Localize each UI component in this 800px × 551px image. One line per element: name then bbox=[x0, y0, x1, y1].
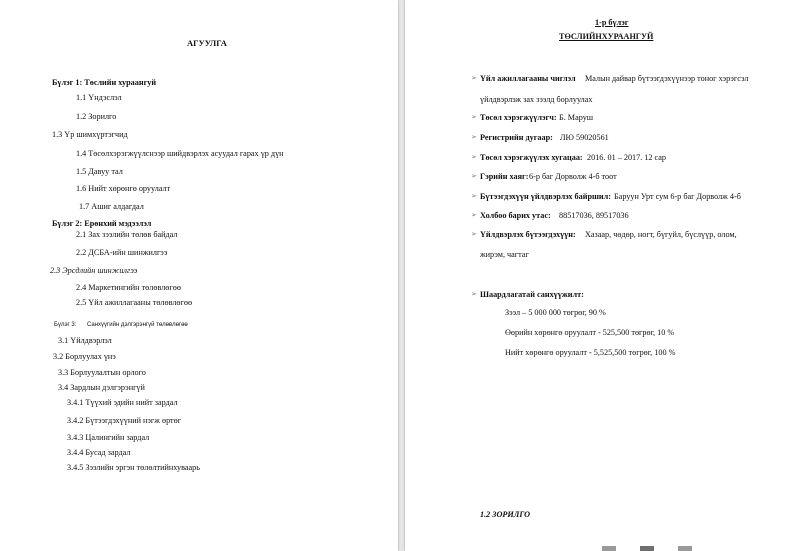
summary-heading: ТӨСЛИЙНХУРААНГУЙ bbox=[559, 32, 654, 41]
toc-item-3-4-1[interactable]: 3.4.1 Түүхий эдийн нийт зардал bbox=[67, 398, 178, 407]
toc-item-3-1[interactable]: 3.1 Үйлдвэрлэл bbox=[58, 336, 112, 345]
toc-item-1-2[interactable]: 1.2 Зорилго bbox=[76, 112, 117, 121]
toc-item-2-4[interactable]: 2.4 Маркетингийн төлөвлөгөө bbox=[76, 283, 181, 292]
bullet-icon: ➢ bbox=[471, 290, 477, 298]
activity-label: Үйл ажиллагааны чиглэл bbox=[480, 74, 576, 83]
view-switcher bbox=[600, 545, 800, 551]
activity-line-1: Малын дайвар бүтээгдэхүүнээр тоног хэрэгсэл bbox=[585, 74, 749, 83]
print-layout-button[interactable] bbox=[640, 546, 654, 551]
toc-chapter-3-label[interactable]: Бүлэг 3: bbox=[54, 322, 77, 328]
regno-value: ЛЮ 59020561 bbox=[560, 133, 609, 142]
activity-line-2: үйлдвэрлэж зах зээлд борлуулах bbox=[480, 95, 593, 104]
chapter-label: 1-р бүлэг bbox=[595, 18, 629, 27]
toc-chapter-2[interactable]: Бүлэг 2: Ерөнхий мэдээлэл bbox=[52, 219, 152, 228]
bullet-icon: ➢ bbox=[471, 74, 477, 82]
toc-item-1-5[interactable]: 1.5 Давуу тал bbox=[76, 167, 123, 176]
bullet-icon: ➢ bbox=[471, 172, 477, 180]
loan-value: Зээл – 5 000 000 төгрөг, 90 % bbox=[505, 308, 606, 317]
toc-chapter-3-title[interactable]: Санхүүгийн дэлгэрэнгүй төлөвлөгөө bbox=[87, 322, 188, 328]
duration-value: 2016. 01 – 2017. 12 сар bbox=[587, 153, 667, 162]
bullet-icon: ➢ bbox=[471, 153, 477, 161]
implementer-label: Төсөл хэрэгжүүлэгч: bbox=[480, 113, 557, 122]
goal-heading: 1.2 ЗОРИЛГО bbox=[480, 510, 531, 519]
summary-page bbox=[405, 0, 800, 551]
products-label: Үйлдвэрлэх бүтээгдэхүүн: bbox=[480, 230, 576, 239]
toc-item-3-3[interactable]: 3.3 Борлуулалтын орлого bbox=[58, 368, 146, 377]
toc-item-3-4-2[interactable]: 3.4.2 Бүтээгдэхүүний нэгж өртөг bbox=[67, 416, 182, 425]
bullet-icon: ➢ bbox=[471, 133, 477, 141]
read-mode-button[interactable] bbox=[602, 546, 616, 551]
toc-item-2-3[interactable]: 2.3 Эрсдлийн шинжилгээ bbox=[50, 266, 138, 275]
toc-item-1-6[interactable]: 1.6 Нийт хөрөнгө оруулалт bbox=[76, 184, 171, 193]
regno-label: Регистрийн дугаар: bbox=[480, 133, 553, 142]
total-investment-value: Нийт хөрөнгө оруулалт - 5,525,500 төгрөг, 100 % bbox=[505, 348, 676, 357]
toc-title: АГУУЛГА bbox=[187, 38, 227, 48]
toc-item-2-5[interactable]: 2.5 Үйл ажиллагааны төлөвлөгөө bbox=[76, 298, 193, 307]
implementer-value: Б. Маруш bbox=[559, 113, 594, 122]
bullet-icon: ➢ bbox=[471, 192, 477, 200]
phone-value: 88517036, 89517036 bbox=[559, 211, 629, 220]
bullet-icon: ➢ bbox=[471, 230, 477, 238]
toc-item-2-1[interactable]: 2.1 Зах зээлийн төлөв байдал bbox=[76, 230, 178, 239]
products-line-1: Хазаар, чөдөр, ногт, бүгуйл, бүслүүр, олом, bbox=[585, 230, 737, 239]
toc-item-3-4-5[interactable]: 3.4.5 Зээлийн эргэн төлөлтийнхуваарь bbox=[67, 463, 200, 472]
funding-label: Шаардлагатай санхүүжилт: bbox=[480, 290, 584, 299]
factory-value: Баруун Урт сум 6-р баг Дорволж 4-б bbox=[614, 192, 741, 201]
address-value: 6-р баг Дорволж 4-б тоот bbox=[529, 172, 617, 181]
web-layout-button[interactable] bbox=[678, 546, 692, 551]
toc-item-1-1[interactable]: 1.1 Үндэслэл bbox=[76, 93, 122, 102]
toc-item-1-7[interactable]: 1.7 Ашиг алдагдал bbox=[79, 202, 144, 211]
toc-chapter-1[interactable]: Бүлэг 1: Төслийн хураангуй bbox=[52, 78, 157, 87]
toc-item-3-2[interactable]: 3.2 Борлуулах үнэ bbox=[53, 352, 116, 361]
phone-label: Холбоо барих утас: bbox=[480, 211, 551, 220]
bullet-icon: ➢ bbox=[471, 113, 477, 121]
toc-item-2-2[interactable]: 2.2 ДСБА-ийн шинжилгээ bbox=[76, 248, 168, 257]
factory-label: Бүтээгдэхүүн үйлдвэрлэх байршил: bbox=[480, 192, 611, 201]
address-label: Гэрийн хаяг: bbox=[480, 172, 529, 181]
toc-item-1-3[interactable]: 1.3 Үр шимхүртэгчид bbox=[52, 130, 128, 139]
toc-item-3-4-3[interactable]: 3.4.3 Цалингийн зардал bbox=[67, 433, 150, 442]
products-line-2: жирэм, чагтаг bbox=[480, 250, 529, 259]
bullet-icon: ➢ bbox=[471, 211, 477, 219]
toc-item-1-4[interactable]: 1.4 Төсөлхэрэгжүүлснээр шийдвэрлэх асуудал гарах үр дүн bbox=[76, 149, 284, 158]
toc-item-3-4[interactable]: 3.4 Зардлын дэлгэрэнгүй bbox=[58, 383, 145, 392]
duration-label: Төсөл хэрэгжүүлэх хугацаа: bbox=[480, 153, 583, 162]
own-investment-value: Өөрийн хөрөнгө оруулалт - 525,500 төгрөг, 10 % bbox=[505, 328, 675, 337]
toc-page bbox=[0, 0, 398, 551]
toc-item-3-4-4[interactable]: 3.4.4 Бусад зардал bbox=[67, 448, 131, 457]
